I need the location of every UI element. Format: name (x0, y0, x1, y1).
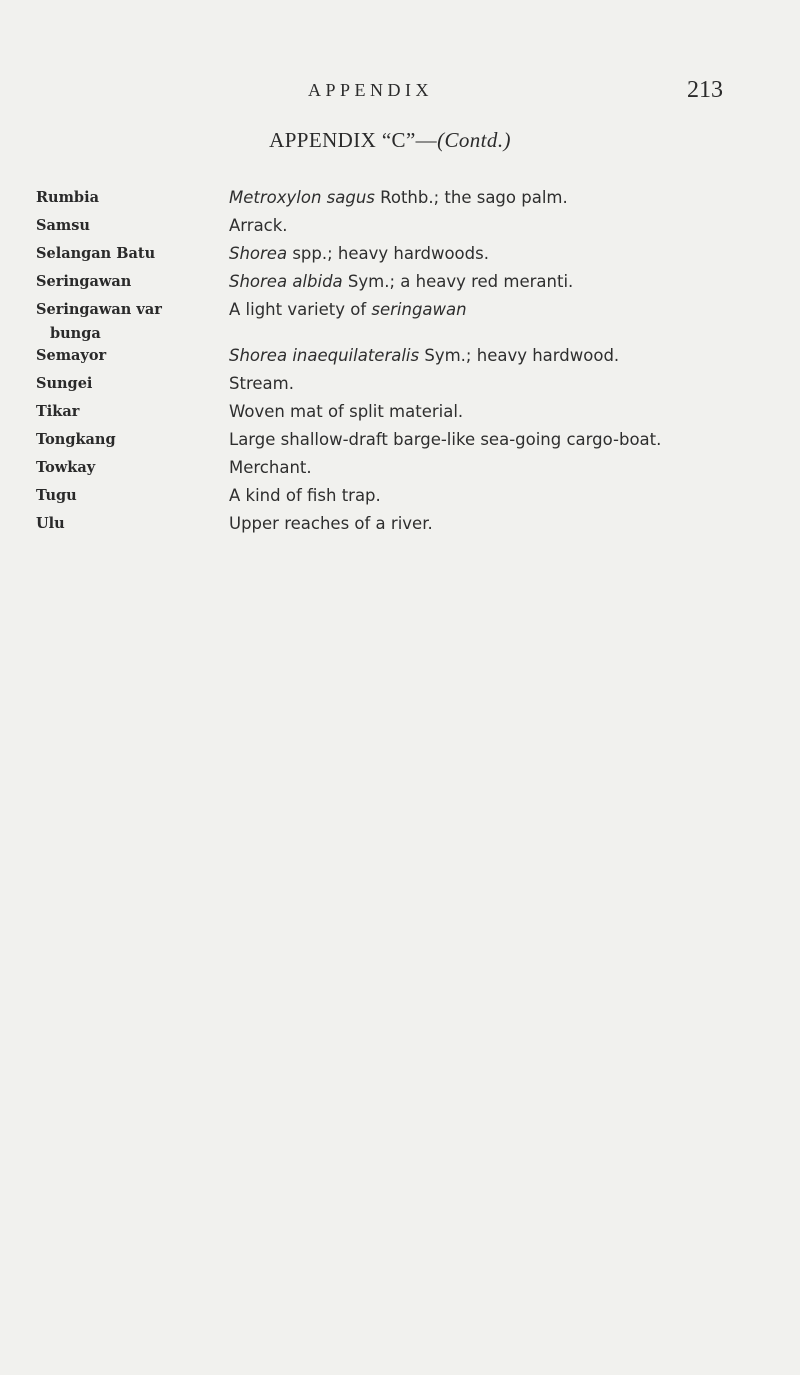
page-number: 213 (687, 77, 723, 103)
glossary-definition: Upper reaches of a river. (229, 514, 433, 533)
glossary-term: Samsu (36, 217, 90, 234)
glossary-term: Tikar (36, 403, 80, 420)
running-title: APPENDIX (308, 80, 434, 100)
glossary-definition: Shorea albida Sym.; a heavy red meranti. (229, 272, 574, 291)
glossary-definition: A light variety of seringawan (229, 300, 467, 319)
running-head (0, 77, 800, 110)
section-heading (0, 128, 780, 153)
section-heading-text: APPENDIX “C”— (269, 128, 438, 152)
glossary-definition: Metroxylon sagus Rothb.; the sago palm. (229, 188, 568, 207)
glossary-definition: Shorea inaequilateralis Sym.; heavy hardwood. (229, 346, 620, 365)
glossary-term: Sungei (36, 375, 93, 392)
glossary-term: Ulu (36, 515, 65, 532)
glossary-term: Seringawan (36, 273, 132, 290)
section-heading-contd: (Contd.) (437, 128, 511, 152)
glossary-term: Seringawan var bunga (36, 301, 162, 342)
glossary-definition: Merchant. (229, 458, 312, 477)
glossary-definition: A kind of fish trap. (229, 486, 381, 505)
glossary-term: Tugu (36, 487, 77, 504)
glossary-term: Semayor (36, 347, 107, 364)
glossary-definition: Arrack. (229, 216, 288, 235)
glossary-definition: Stream. (229, 374, 294, 393)
glossary-definition: Large shallow-draft barge-like sea-going cargo-boat. (229, 430, 662, 449)
glossary-term: Rumbia (36, 189, 99, 206)
glossary-definition: Shorea spp.; heavy hardwoods. (229, 244, 489, 263)
glossary-term: Towkay (36, 459, 96, 476)
glossary-term: Tongkang (36, 431, 116, 448)
glossary-definition: Woven mat of split material. (229, 402, 464, 421)
glossary-term: Selangan Batu (36, 245, 156, 262)
